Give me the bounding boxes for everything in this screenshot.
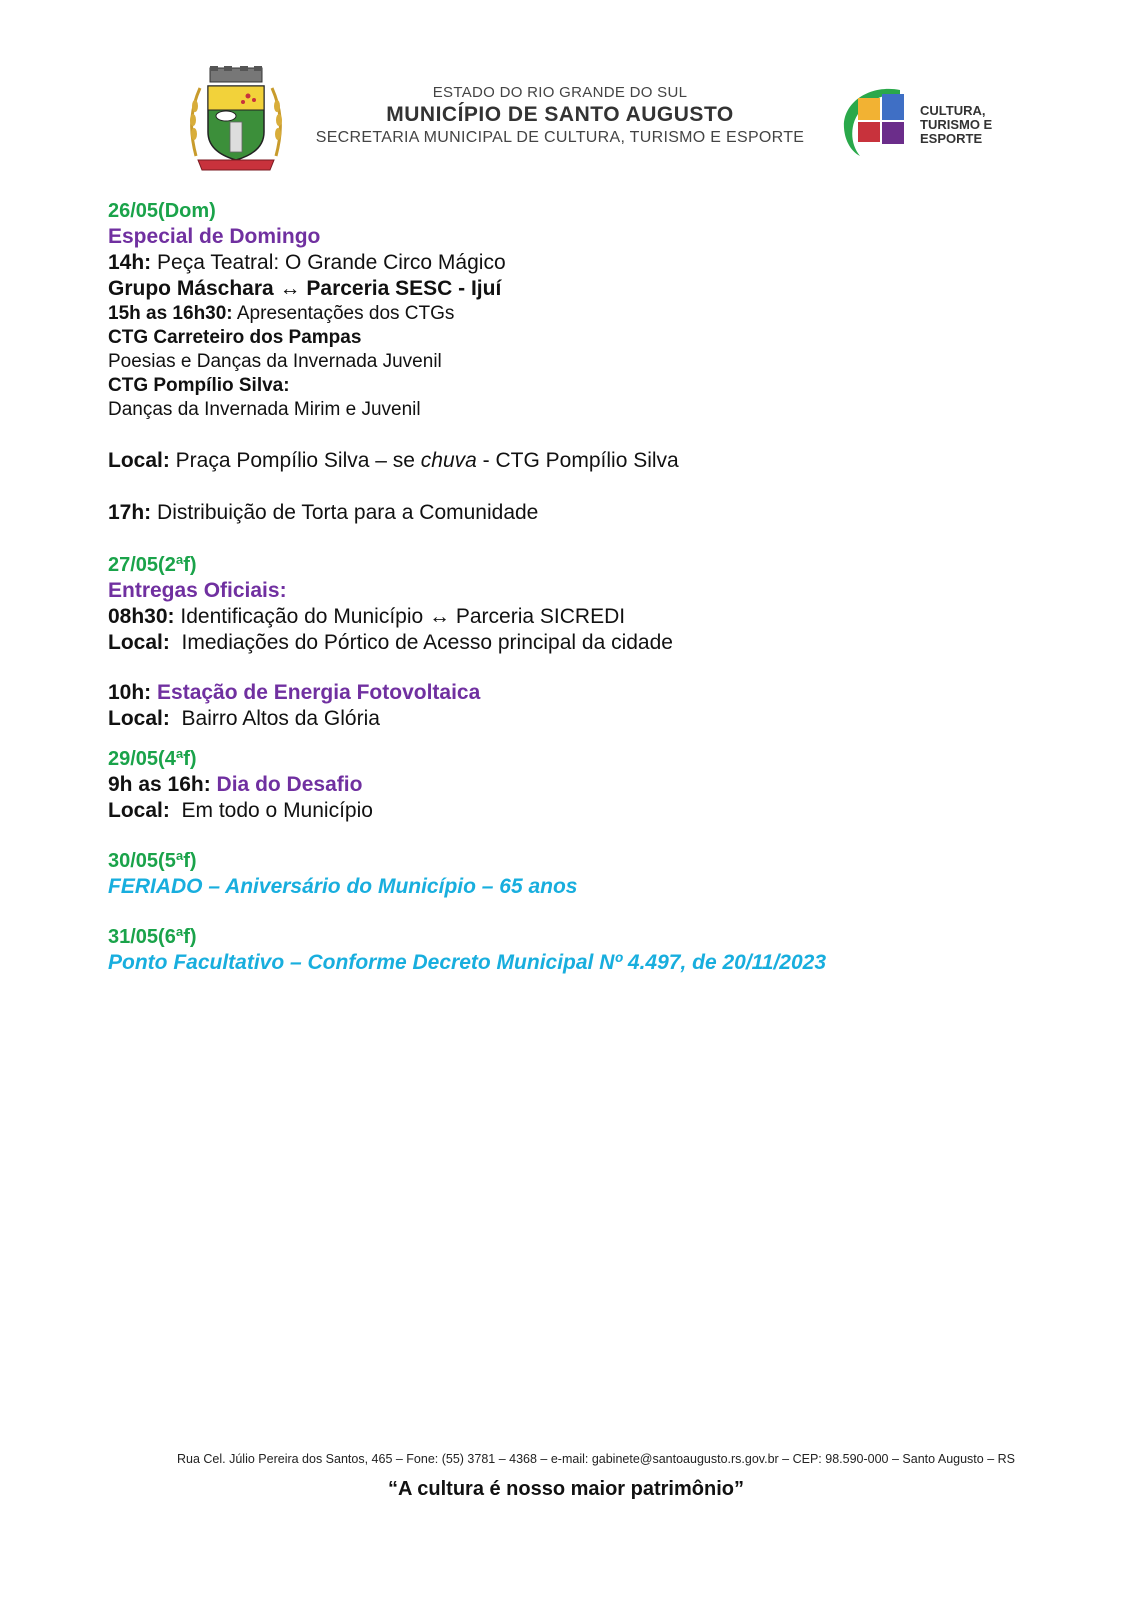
state-name: ESTADO DO RIO GRANDE DO SUL <box>432 84 688 101</box>
day-title: Entregas Oficiais: <box>108 579 287 602</box>
day-date: 29/05(4ªf) <box>108 748 197 770</box>
logo-wordmark: CULTURA, TURISMO E ESPORTE <box>920 103 993 146</box>
event-line <box>108 680 1068 706</box>
day-date: 27/05(2ªf) <box>108 554 197 576</box>
location-label: Local: <box>108 799 170 822</box>
location-label: Local: <box>108 707 170 730</box>
event-text: Peça Teatral: O Grande Circo Mágico <box>151 251 506 274</box>
event-line <box>108 604 1068 630</box>
event-time: 10h: <box>108 681 152 704</box>
event-time: 15h as 16h30: <box>108 303 233 324</box>
letterhead-text <box>300 84 820 148</box>
event-partner: Grupo Máschara ↔ Parceria SESC - Ijuí <box>108 277 502 300</box>
ctg-description: Danças da Invernada Mirim e Juvenil <box>108 399 421 420</box>
day-date: 31/05(6ªf) <box>108 926 197 948</box>
event-time: 14h: <box>108 251 152 274</box>
ctg-name: CTG Pompílio Silva: <box>108 375 290 396</box>
secretariat-name: SECRETARIA MUNICIPAL DE CULTURA, TURISMO E ESPORTE <box>315 129 805 146</box>
culture-tourism-sports-logo <box>838 84 918 158</box>
day-date: 26/05(Dom) <box>108 200 216 222</box>
event-location: Local: Praça Pompílio Silva – se chuva - CTG Pompílio Silva <box>108 449 679 472</box>
event-text: Identificação do Município ↔ Parceria SICREDI <box>174 605 626 628</box>
event-line <box>108 500 1068 526</box>
footer-motto: “A cultura é nosso maior patrimônio” <box>388 1478 744 1500</box>
event-location: Local: Bairro Altos da Glória <box>108 707 380 730</box>
optional-day-text: Ponto Facultativo – Conforme Decreto Municipal Nº 4.497, de 20/11/2023 <box>108 951 826 974</box>
event-location: Local: Imediações do Pórtico de Acesso principal da cidade <box>108 631 673 654</box>
event-schedule <box>108 198 1068 976</box>
event-line <box>108 250 1068 276</box>
footer-address: Rua Cel. Júlio Pereira dos Santos, 465 – Fone: (55) 3781 – 4368 – e-mail: gabinete@santoaugusto.rs.gov.br – CEP: 98.590-000 – Santo Augusto – RS <box>177 1452 1015 1466</box>
ctg-description: Poesias e Danças da Invernada Juvenil <box>108 351 442 372</box>
ctg-name: CTG Carreteiro dos Pampas <box>108 327 362 348</box>
event-location: Local: Em todo o Município <box>108 799 373 822</box>
event-time: 08h30: <box>108 605 175 628</box>
municipal-coat-of-arms <box>186 66 286 172</box>
event-text: Estação de Energia Fotovoltaica <box>151 681 481 704</box>
location-label: Local: <box>108 631 170 654</box>
municipality-name: MUNICÍPIO DE SANTO AUGUSTO <box>386 103 734 126</box>
location-label: Local: <box>108 449 170 472</box>
letterhead <box>0 0 1132 180</box>
event-line <box>108 772 1068 798</box>
event-time: 9h as 16h: <box>108 773 211 796</box>
day-date: 30/05(5ªf) <box>108 850 197 872</box>
day-title: Especial de Domingo <box>108 225 321 248</box>
event-time: 17h: <box>108 501 152 524</box>
holiday-text: FERIADO – Aniversário do Município – 65 anos <box>108 875 578 898</box>
event-line <box>108 302 1068 326</box>
event-text: Apresentações dos CTGs <box>232 303 455 324</box>
event-text: Distribuição de Torta para a Comunidade <box>151 501 539 524</box>
event-text: Dia do Desafio <box>210 773 363 796</box>
